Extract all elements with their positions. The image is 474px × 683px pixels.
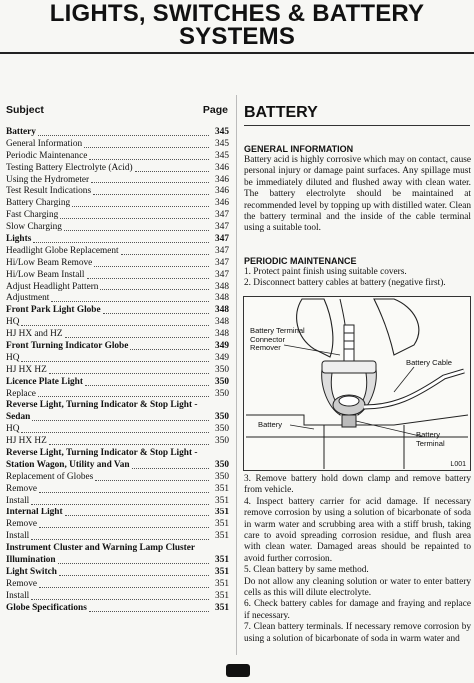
toc-row-leader: [49, 444, 209, 445]
toc-row-page: 351: [215, 578, 229, 589]
toc-row-leader: [31, 539, 209, 540]
toc-row-label: Sedan: [6, 412, 31, 423]
toc-row-label: Fast Charging: [6, 210, 59, 221]
toc-row-page: 346: [215, 162, 229, 173]
toc-row-label: Remove: [6, 483, 37, 494]
toc-row-page: 351: [215, 531, 229, 542]
toc-row: [6, 377, 229, 389]
toc-row-leader: [38, 396, 209, 397]
toc-row-page: 350: [215, 412, 229, 423]
toc-row-page: 348: [215, 317, 229, 328]
toc-row-leader: [95, 480, 209, 481]
toc-row-page: 351: [215, 495, 229, 506]
toc-row-label: General Information: [6, 138, 83, 149]
toc-row-leader: [21, 432, 209, 433]
toc-row: [6, 567, 229, 579]
toc-row-label: Globe Specifications: [6, 602, 87, 613]
toc-row-label: Remove: [6, 578, 37, 589]
toc-row-leader: [94, 266, 209, 267]
toc-row-label: Install: [6, 495, 30, 506]
step-2: 2. Disconnect battery cables at battery (negative first).: [244, 278, 446, 289]
toc-row-label: Station Wagon, Utility and Van: [6, 459, 130, 470]
toc-row-leader: [38, 135, 209, 136]
toc-row-label: Install: [6, 531, 30, 542]
toc-row-label: Reverse Light, Turning Indicator & Stop Light -: [6, 448, 198, 459]
toc-row-leader: [100, 289, 209, 290]
toc-row-label: Licence Plate Light: [6, 376, 83, 387]
toc-row-leader: [60, 218, 209, 219]
toc-row-leader: [89, 611, 209, 612]
toc-row-leader: [49, 373, 209, 374]
toc-row: [6, 198, 229, 210]
toc-row-leader: [64, 230, 209, 231]
toc-row-label: Illumination: [6, 555, 56, 566]
toc-row: [6, 531, 229, 543]
toc-row-label: Periodic Maintenance: [6, 150, 88, 161]
toc-row-page: 348: [215, 305, 229, 316]
toc-row-label: HJ HX and HZ: [6, 329, 63, 340]
toc-row-page: 351: [215, 483, 229, 494]
toc-row-leader: [58, 563, 209, 564]
toc-row: [6, 603, 229, 615]
toc-row-label: Lights: [6, 234, 32, 244]
toc-row: [6, 186, 229, 198]
toc-row-label: Headlight Globe Replacement: [6, 245, 119, 256]
toc-row: [6, 341, 229, 353]
toc-row-page: 347: [215, 257, 229, 268]
toc-row: [6, 270, 229, 282]
toc-row-page: 351: [215, 555, 229, 566]
toc-row: [6, 175, 229, 187]
toc-row-label: Adjust Headlight Pattern: [6, 281, 99, 292]
toc-row: [6, 305, 229, 317]
toc-row-leader: [21, 361, 209, 362]
step-1: 1. Protect paint finish using suitable covers.: [244, 267, 407, 277]
step-5: 5. Clean battery by same method.: [244, 565, 369, 576]
toc-row-leader: [65, 337, 209, 338]
title-rule: [0, 52, 474, 54]
toc-row-page: 345: [215, 150, 229, 161]
toc-row: [6, 329, 229, 341]
toc-row: [6, 163, 229, 175]
toc-row-page: 350: [215, 436, 229, 447]
toc-row: [6, 282, 229, 294]
toc-row-label: HQ: [6, 352, 20, 363]
toc-row-leader: [135, 171, 209, 172]
step-4: 4. Inspect battery carrier for acid damage. If necessary remove corrosion by using a solution of bicarbonate of soda in warm water and scrubbing area with a stiff brush, taking care to avoid spreading corrosion residue, and flush area with clean water. Damaged areas should be repainted to avoid further corrosion.: [244, 496, 471, 564]
toc-row-leader: [65, 515, 209, 516]
step-3: 3. Remove battery hold down clamp and remove battery from vehicle.: [244, 474, 471, 496]
toc-row: [6, 210, 229, 222]
toc-row-page: 351: [215, 602, 229, 613]
toc-row-page: 351: [215, 590, 229, 601]
toc-row-label: HQ: [6, 317, 20, 328]
toc-row-label: Battery: [6, 127, 36, 137]
toc-row-label: Install: [6, 590, 30, 601]
toc-row: [6, 472, 229, 484]
toc-row-page: 350: [215, 364, 229, 375]
toc-row-page: 350: [215, 471, 229, 482]
toc-row: [6, 579, 229, 591]
toc-row-leader: [39, 527, 209, 528]
general-information-section: [244, 143, 471, 235]
battery-heading-rule: [244, 125, 470, 126]
column-divider: [236, 95, 237, 655]
periodic-maintenance-section: [244, 255, 471, 290]
toc-row-page: 349: [215, 352, 229, 363]
toc-row-page: 350: [215, 376, 229, 387]
toc-row: [6, 543, 229, 555]
toc-row: [6, 353, 229, 365]
toc-row-page: 350: [215, 424, 229, 435]
toc-row-page: 345: [215, 138, 229, 149]
toc-page-header: Page: [202, 104, 228, 116]
toc-row-label: Using the Hydrometer: [6, 174, 90, 185]
toc-row: [6, 151, 229, 163]
toc-row-page: 349: [215, 341, 229, 352]
toc-row-leader: [84, 147, 209, 148]
toc-row-page: 350: [215, 388, 229, 399]
toc-row-leader: [130, 349, 209, 350]
toc-row-page: 347: [215, 222, 229, 233]
toc-row-label: Battery Charging: [6, 198, 71, 209]
toc-row-leader: [91, 182, 209, 183]
toc-row-leader: [39, 492, 209, 493]
toc-row: [6, 519, 229, 531]
toc-row: [6, 412, 229, 424]
toc-row: [6, 448, 229, 460]
toc-row-leader: [121, 254, 209, 255]
diagram-reference: L001: [450, 461, 466, 468]
toc-row-page: 350: [215, 459, 229, 470]
toc-subject-header: Subject: [6, 104, 44, 116]
general-information-text: Battery acid is highly corrosive which may on contact, cause personal injury or damage paint surfaces. Any spillage must be immediately diluted and flushed away with clean water. The battery electrolyte should be maintained at recommended level by topping up with distilled water. Clean the battery terminal and the inside of the cable terminal using a suitable tool.: [244, 155, 471, 234]
toc-row-leader: [21, 325, 209, 326]
toc-row-page: 346: [215, 198, 229, 209]
toc-row-leader: [31, 504, 209, 505]
page-marker: [226, 664, 250, 677]
label-terminal-connector-remover: Battery Terminal Connector Remover: [250, 326, 305, 352]
periodic-maintenance-heading: PERIODIC MAINTENANCE: [244, 256, 357, 266]
toc-row-leader: [39, 587, 209, 588]
toc-row-label: Slow Charging: [6, 222, 62, 233]
toc-row-leader: [59, 575, 209, 576]
battery-heading: BATTERY: [244, 104, 318, 121]
label-battery: Battery: [258, 420, 283, 429]
label-battery-terminal: Battery Terminal: [416, 430, 445, 448]
toc-row: [6, 139, 229, 151]
page-title-line-2: SYSTEMS: [178, 23, 296, 50]
toc-row-label: Replace: [6, 388, 36, 399]
toc-row-leader: [33, 242, 209, 243]
toc-row: [6, 293, 229, 305]
label-battery-cable: Battery Cable: [406, 358, 453, 367]
toc-row-label: Instrument Cluster and Warning Lamp Cluster: [6, 543, 195, 554]
toc-row: [6, 508, 229, 520]
toc-row-page: 345: [215, 127, 229, 137]
toc-row-page: 348: [215, 281, 229, 292]
toc-row: [6, 460, 229, 472]
toc-row-label: Front Park Light Globe: [6, 305, 101, 316]
toc-row: [6, 365, 229, 377]
toc-row-page: 351: [215, 507, 229, 518]
toc-row: [6, 258, 229, 270]
step-7: 7. Clean battery terminals. If necessary remove corrosion by using a solution of bicarbonate of soda in warm water and: [244, 622, 471, 644]
toc-row-label: Internal Light: [6, 507, 63, 518]
toc-row-label: Testing Battery Electrolyte (Acid): [6, 162, 133, 173]
toc-row-leader: [51, 301, 209, 302]
toc-row-label: HJ HX HZ: [6, 364, 47, 375]
toc-row: [6, 484, 229, 496]
toc-row: [6, 317, 229, 329]
toc-row: [6, 222, 229, 234]
toc-row-label: Front Turning Indicator Globe: [6, 341, 129, 352]
toc-row-page: 347: [215, 269, 229, 280]
periodic-maintenance-steps: [244, 474, 471, 645]
toc-row-page: 347: [215, 234, 229, 244]
toc-row-leader: [85, 385, 209, 386]
toc-row: [6, 389, 229, 401]
toc-row-leader: [132, 468, 209, 469]
toc-row: [6, 496, 229, 508]
toc-row-label: Test Result Indications: [6, 186, 92, 197]
page-title-line-1: LIGHTS, SWITCHES & BATTERY: [49, 0, 425, 27]
toc-row-leader: [72, 206, 209, 207]
toc-row-label: Hi/Low Beam Remove: [6, 257, 93, 268]
table-of-contents: [6, 127, 229, 615]
toc-row-page: 347: [215, 245, 229, 256]
toc-row: [6, 591, 229, 603]
battery-terminal-diagram: [243, 296, 471, 471]
step-6: 6. Check battery cables for damage and fraying and replace if necessary.: [244, 599, 471, 621]
toc-row-page: 347: [215, 210, 229, 221]
toc-row: [6, 127, 229, 139]
toc-row: [6, 246, 229, 258]
toc-row-page: 351: [215, 566, 229, 577]
toc-row: [6, 436, 229, 448]
toc-row: [6, 424, 229, 436]
toc-row-page: 351: [215, 519, 229, 530]
toc-row-leader: [103, 313, 209, 314]
toc-row-leader: [31, 599, 209, 600]
toc-row-label: Remove: [6, 519, 37, 530]
page-title: [0, 2, 474, 48]
step-5-note: Do not allow any cleaning solution or water to enter battery cells as this will dilute electrolyte.: [244, 576, 471, 599]
toc-row-leader: [89, 159, 209, 160]
toc-row-label: Replacement of Globes: [6, 471, 94, 482]
toc-row-page: 346: [215, 186, 229, 197]
toc-row-label: Hi/Low Beam Install: [6, 269, 85, 280]
toc-row-leader: [32, 420, 209, 421]
general-information-heading: GENERAL INFORMATION: [244, 144, 354, 154]
toc-row-label: HQ: [6, 424, 20, 435]
toc-row: [6, 234, 229, 246]
toc-row: [6, 400, 229, 412]
toc-row: [6, 555, 229, 567]
toc-row-label: Reverse Light, Turning Indicator & Stop Light -: [6, 400, 198, 411]
toc-row-page: 348: [215, 329, 229, 340]
toc-row-label: Adjustment: [6, 293, 50, 304]
toc-header: [6, 104, 228, 116]
toc-row-label: HJ HX HZ: [6, 436, 47, 447]
toc-row-label: Light Switch: [6, 566, 57, 577]
toc-row-leader: [87, 278, 210, 279]
toc-row-leader: [93, 194, 209, 195]
toc-row-page: 346: [215, 174, 229, 185]
toc-row-page: 348: [215, 293, 229, 304]
